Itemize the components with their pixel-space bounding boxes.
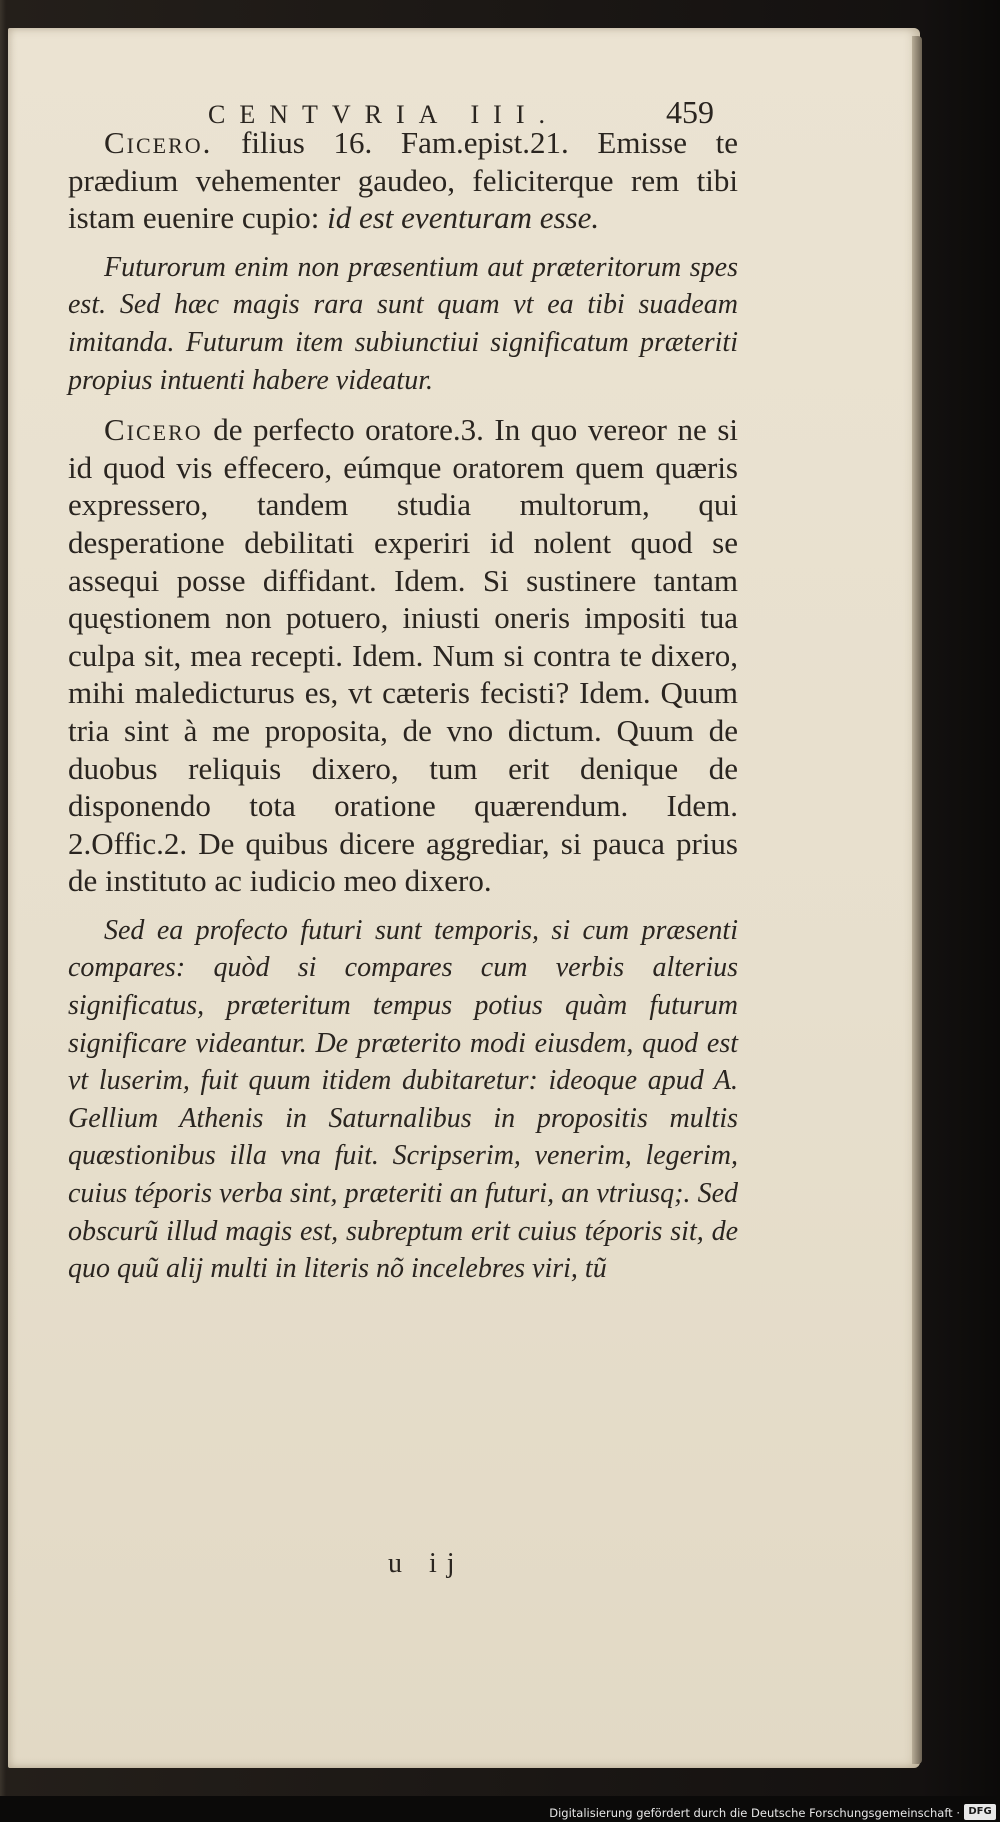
running-head [68, 60, 738, 130]
paragraph-gap [68, 900, 738, 912]
running-title: CENTVRIA III. [208, 100, 559, 129]
paragraph-3-author: Cicero [104, 412, 203, 448]
paragraph-1-text: filius 16. Fam.epist.21. Emisse te prædium vehementer gaudeo, feliciterque rem tibi istam euenire cupio: [68, 125, 739, 236]
digitization-credit: Digitalisierung gefördert durch die Deutsche Forschungsgemeinschaft · [549, 1806, 960, 1820]
paragraph-1-author: Cicero. [104, 125, 213, 160]
paragraph-gap [68, 237, 738, 249]
page-number: 459 [666, 94, 714, 130]
paragraph-3 [68, 411, 738, 900]
signature-mark: u ij [388, 1548, 465, 1579]
page-edge [912, 36, 922, 1764]
page-content [68, 60, 738, 1288]
paragraph-1-italic: id est eventuram esse. [327, 200, 600, 236]
paragraph-gap [68, 399, 738, 411]
paragraph-4: Sed ea profecto futuri sunt temporis, si cum præsenti compares: quòd si compares cum verbis alterius significatus, præteritum tempus potius quàm futurum significare videantur. De præterito modi eiusdem, quod est vt luserim, fuit quum itidem dubitaretur: ideoque apud A. Gellium Athenis in Saturnalibus in propositis multis quæstionibus illa vna fuit. Scripserim, venerim, legerim, cuius téporis verba sint, præteriti an futuri, an vtriusq;. Sed obscurũ illud magis est, subreptum erit cuius téporis sit, de quo quũ alij multi in literis nõ incelebres viri, tũ [68, 914, 738, 1285]
paragraph-2: Futurorum enim non præsentium aut præteritorum spes est. Sed hæc magis rara sunt quam vt ea tibi suadeam imitanda. Futurum item subiunctiui significatum præteriti propius intuenti habere videatur. [68, 251, 738, 396]
dfg-logo: DFG [964, 1804, 996, 1820]
paragraph-3-text: de perfecto oratore.3. In quo vereor ne si id quod vis effecero, eúmque oratorem quem quæris expressero, tandem studia multorum, qui desperatione debilitati experiri id nolent quod se assequi posse diffidant. Idem. Si sustinere tantam quęstionem non potuero, iniusti oneris impositi tua culpa sit, mea recepti. Idem. Num si contra te dixero, mihi maledicturus es, vt cæteris fecisti? Idem. Quum tria sint à me proposita, de vno dictum. Quum de duobus reliquis dixero, tum erit denique de disponendo tota oratione quærendum. Idem. 2.Offic.2. De quibus dicere aggrediar, si pauca prius de instituto ac iudicio meo dixero. [68, 412, 739, 899]
paragraph-1 [68, 124, 738, 237]
